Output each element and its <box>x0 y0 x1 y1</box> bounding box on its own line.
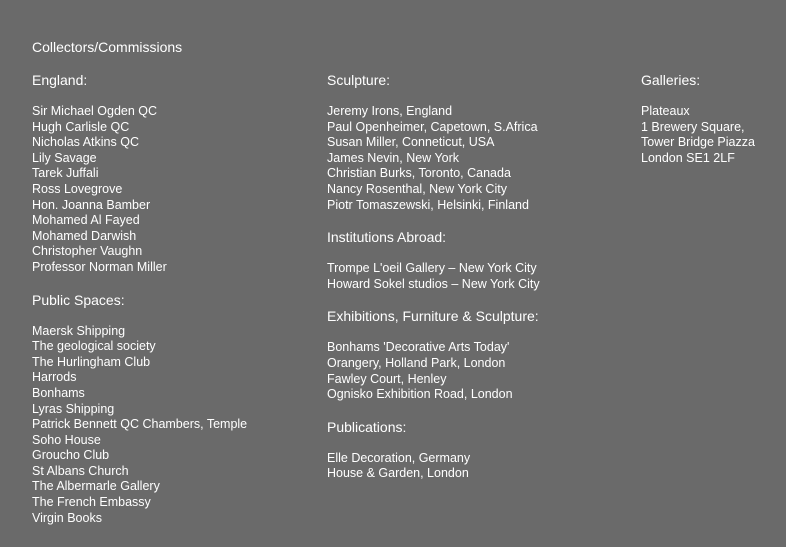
institutions-abroad-list-item: Trompe L'oeil Gallery – New York City <box>327 261 537 276</box>
institutions-abroad-list-item: Howard Sokel studios – New York City <box>327 276 540 291</box>
england-list <box>32 104 312 276</box>
england-list-item: Mohamed Darwish <box>32 228 137 243</box>
sculpture-list-item: Christian Burks, Toronto, Canada <box>327 166 511 181</box>
england-list-item: Lily Savage <box>32 150 97 165</box>
public-spaces-list-item: Virgin Books <box>32 510 102 525</box>
column-right <box>641 72 781 182</box>
public-spaces-list-item: Bonhams <box>32 385 85 400</box>
exhibitions-heading: Exhibitions, Furniture & Sculpture: <box>327 308 539 325</box>
sculpture-list-item: James Nevin, New York <box>327 150 460 165</box>
sculpture-section <box>327 72 627 213</box>
public-spaces-list-item: Lyras Shipping <box>32 401 115 416</box>
public-spaces-list-item: The Albermarle Gallery <box>32 479 160 494</box>
publications-section <box>327 419 627 482</box>
galleries-list-item: Plateaux <box>641 104 690 118</box>
sculpture-list-item: Paul Openheimer, Capetown, S.Africa <box>327 119 538 134</box>
sculpture-list-item: Jeremy Irons, England <box>327 104 453 118</box>
galleries-heading: Galleries: <box>641 72 701 88</box>
galleries-list-item: Tower Bridge Piazza <box>641 135 755 150</box>
england-list-item: Christopher Vaughn <box>32 244 143 259</box>
england-heading: England: <box>32 72 88 88</box>
public-spaces-list-item: Patrick Bennett QC Chambers, Temple <box>32 417 248 432</box>
column-middle <box>327 72 627 498</box>
public-spaces-list-item: The geological society <box>32 339 156 354</box>
exhibitions-section <box>327 308 627 402</box>
england-list-item: Sir Michael Ogden QC <box>32 104 158 118</box>
england-list-item: Hon. Joanna Bamber <box>32 197 151 212</box>
sculpture-list-item: Piotr Tomaszewski, Helsinki, Finland <box>327 197 529 212</box>
england-list-item: Professor Norman Miller <box>32 259 167 274</box>
public-spaces-list-item: St Albans Church <box>32 463 129 478</box>
publications-heading: Publications: <box>327 418 407 435</box>
exhibitions-list-item: Orangery, Holland Park, London <box>327 355 506 370</box>
england-list-item: Tarek Juffali <box>32 166 99 181</box>
public-spaces-list-item: The Hurlingham Club <box>32 354 151 369</box>
public-spaces-list-item: Groucho Club <box>32 448 110 463</box>
exhibitions-list <box>327 340 627 402</box>
exhibitions-list-item: Fawley Court, Henley <box>327 371 447 386</box>
sculpture-list-item: Susan Miller, Conneticut, USA <box>327 135 495 150</box>
public-spaces-list-item: Soho House <box>32 432 101 447</box>
page-title: Collectors/Commissions <box>32 39 183 55</box>
public-spaces-list-item: Maersk Shipping <box>32 323 126 338</box>
institutions-abroad-heading: Institutions Abroad: <box>327 229 447 246</box>
galleries-list-item: London SE1 2LF <box>641 150 735 165</box>
public-spaces-list-item: Harrods <box>32 370 77 385</box>
exhibitions-list-item: Ognisko Exhibition Road, London <box>327 387 513 402</box>
institutions-abroad-section <box>327 229 627 292</box>
institutions-abroad-list <box>327 261 627 292</box>
galleries-list <box>641 104 781 166</box>
england-list-item: Hugh Carlisle QC <box>32 119 130 134</box>
publications-list-item: House & Garden, London <box>327 466 469 481</box>
public-spaces-section <box>32 292 312 527</box>
galleries-section <box>641 72 781 166</box>
england-list-item: Nicholas Atkins QC <box>32 135 139 150</box>
column-left <box>32 72 312 542</box>
public-spaces-list-item: The French Embassy <box>32 495 151 510</box>
england-section <box>32 72 312 276</box>
galleries-list-item: 1 Brewery Square, <box>641 119 745 134</box>
sculpture-heading: Sculpture: <box>327 72 391 88</box>
publications-list-item: Elle Decoration, Germany <box>327 450 471 465</box>
public-spaces-list <box>32 324 312 527</box>
england-list-item: Ross Lovegrove <box>32 181 123 196</box>
public-spaces-heading: Public Spaces: <box>32 291 125 308</box>
sculpture-list-item: Nancy Rosenthal, New York City <box>327 181 507 196</box>
publications-list <box>327 451 627 482</box>
england-list-item: Mohamed Al Fayed <box>32 213 140 228</box>
exhibitions-list-item: Bonhams 'Decorative Arts Today' <box>327 340 510 355</box>
sculpture-list <box>327 104 627 213</box>
